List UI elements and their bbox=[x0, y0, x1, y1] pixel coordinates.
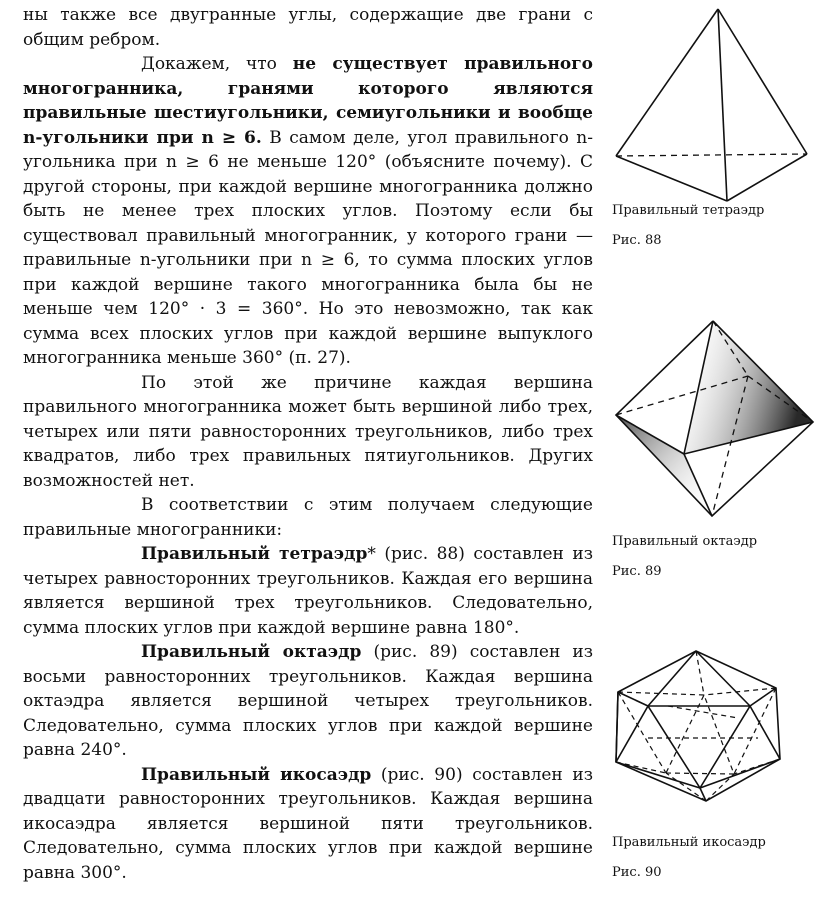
figure-icosahedron bbox=[608, 648, 818, 881]
figure-octahedron bbox=[608, 318, 818, 580]
paragraph bbox=[23, 542, 593, 640]
text-run: В соответствии с этим получаем следующие правильные многогранники: bbox=[23, 495, 593, 540]
paragraph bbox=[23, 52, 593, 371]
text-run: Докажем, что bbox=[141, 54, 293, 74]
main-text bbox=[23, 3, 593, 885]
icosahedron-drawing bbox=[608, 648, 818, 803]
caption-fig90: Правильный икосаэдр bbox=[612, 835, 766, 850]
paragraph bbox=[23, 371, 593, 494]
text-run: По этой же причине каждая вершина правильного многогранника может быть вершиной либо трех, четырех или пяти равносторонних треугольников, либо трех квадратов, либо трех правильных пятиугольников. Других возможностей нет. bbox=[23, 372, 593, 491]
number-fig90: Рис. 90 bbox=[612, 865, 662, 880]
number-fig89: Рис. 89 bbox=[612, 564, 662, 579]
caption-fig89: Правильный октаэдр bbox=[612, 534, 758, 549]
text-run: В самом деле, угол правильного n-угольника при n ≥ 6 не меньше 120° (объясните почему). С другой стороны, при каждой вершине многогранника должно быть не менее трех плоских углов. Поэтому если бы существовал правильный многогранник, у которого грани — правильные n-угольники при n ≥ 6, то сумма плоских углов при каждой вершине такого многогранника была бы не меньше чем 120° · 3 = 360°. Но это невозможно, так как сумма всех плоских углов при каждой вершине выпуклого многогранника меньше 360° (п. 27). bbox=[23, 127, 593, 368]
text-run: (рис. 90) составлен из двадцати равносторонних треугольников. Каждая вершина икосаэдра является вершиной пяти треугольников. Следовательно, сумма плоских углов при каждой вершине равна 300°. bbox=[23, 764, 593, 883]
bold-text: не существует правильного многогранника, гранями которого являются правильные шестиугольники, семиугольники и вообще n-угольники при n ≥ 6. bbox=[23, 54, 593, 148]
number-fig88: Рис. 88 bbox=[612, 233, 662, 248]
tetrahedron-drawing bbox=[608, 5, 818, 203]
paragraph bbox=[23, 763, 593, 886]
octahedron-drawing bbox=[608, 318, 818, 520]
text-run: (рис. 89) составлен из восьми равносторонних треугольников. Каждая вершина октаэдра является вершиной четырех треугольников. Следовательно, сумма плоских углов при каждой вершине равна 240°. bbox=[23, 642, 593, 760]
caption-fig88: Правильный тетраэдр bbox=[612, 203, 765, 218]
bold-text: Правильный икосаэдр bbox=[141, 764, 372, 785]
bold-text: Правильный тетраэдр bbox=[141, 544, 368, 564]
figure-tetrahedron bbox=[608, 5, 818, 249]
paragraph bbox=[23, 640, 593, 763]
bold-text: Правильный октаэдр bbox=[141, 642, 362, 662]
paragraph bbox=[23, 3, 593, 52]
text-run: * (рис. 88) составлен из четырех равносторонних треугольников. Каждая его вершина является вершиной трех треугольников. Следовательно, сумма плоских углов при каждой вершине равна 180°. bbox=[23, 544, 593, 638]
paragraph bbox=[23, 493, 593, 542]
text-run: ны также все двугранные углы, содержащие две грани с общим ребром. bbox=[23, 5, 593, 50]
